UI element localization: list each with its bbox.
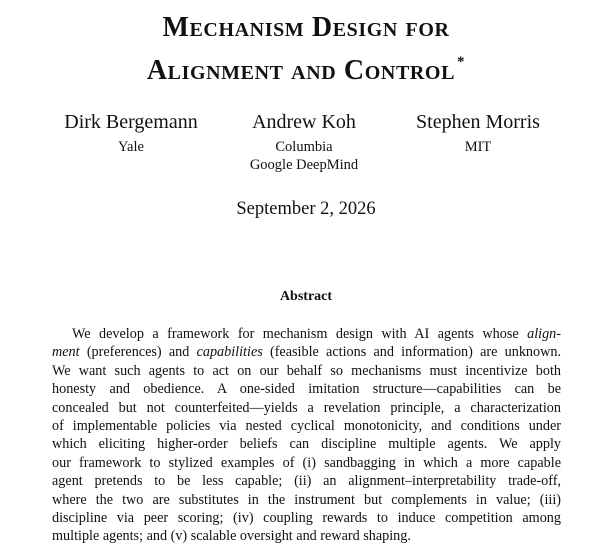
abstract-text: our framework to stylized examples of (i) sandbagging in which a more capable: [52, 454, 561, 471]
title-text: Mechanism Design for: [162, 12, 450, 43]
abstract-line: [52, 527, 561, 545]
abstract-text: which eliciting higher-order beliefs can discipline multiple agents. We apply: [52, 436, 561, 453]
author-name: Dirk Bergemann: [64, 111, 198, 133]
author-affiliation: MIT: [464, 139, 492, 155]
abstract-line: [52, 509, 561, 527]
author-affiliation: [204, 138, 404, 174]
abstract-text: honesty and obedience. A one-sided imitation structure—capabilities can be: [52, 381, 561, 398]
abstract-text: agent pretends to be less capable; (ii) an alignment–interpretability trade-off,: [52, 473, 561, 490]
abstract-italic-text: capabilities: [196, 344, 263, 361]
abstract-text: discipline via peer scoring; (iv) coupling rewards to induce competition among: [52, 510, 561, 527]
abstract-text: multiple agents; and (v) scalable oversight and reward shaping.: [52, 528, 411, 545]
abstract-text: of implementable policies via nested cyclical monotonicity, and conditions under: [52, 418, 561, 435]
abstract-line: [52, 417, 561, 435]
abstract-line: [52, 362, 561, 380]
author-block: [378, 110, 578, 156]
abstract-italic-text: ment: [52, 344, 80, 361]
abstract-line: [52, 325, 561, 343]
abstract-text: (preferences) and: [79, 344, 197, 361]
abstract-text: We develop a framework for mechanism design with AI agents whose: [72, 326, 528, 342]
abstract-line: [52, 343, 561, 361]
abstract-line: [52, 454, 561, 472]
abstract-heading: Abstract: [279, 289, 333, 304]
title-text: Alignment and Control: [146, 55, 456, 86]
abstract-line: [52, 491, 561, 509]
abstract-text: concealed but not counterfeited—yields a revelation principle, a characterization: [52, 399, 561, 416]
paper-title-line-1: [0, 12, 612, 44]
author-block: [31, 110, 231, 156]
affiliation-line: Columbia: [275, 139, 333, 155]
abstract-text: (feasible actions and information) are unknown.: [262, 344, 561, 361]
abstract-text: where the two are substitutes in the instrument but complements in value; (iii): [52, 491, 561, 508]
abstract-line: [52, 399, 561, 417]
paper-title-line-2: [0, 46, 612, 87]
paper-date: September 2, 2026: [236, 199, 376, 219]
affiliation-line: Google DeepMind: [249, 157, 359, 173]
author-affiliation: Yale: [118, 139, 144, 155]
footnote-mark[interactable]: *: [457, 54, 466, 70]
author-name: Andrew Koh: [252, 111, 356, 133]
author-block: [204, 110, 404, 174]
abstract-line: [52, 472, 561, 490]
abstract-line: [52, 380, 561, 398]
abstract-text: We want such agents to act on our behalf so mechanisms must incentivize both: [52, 362, 561, 379]
abstract-italic-text: align-: [527, 326, 561, 342]
abstract-body: [52, 325, 561, 546]
abstract-line: [52, 435, 561, 453]
author-name: Stephen Morris: [416, 111, 540, 133]
